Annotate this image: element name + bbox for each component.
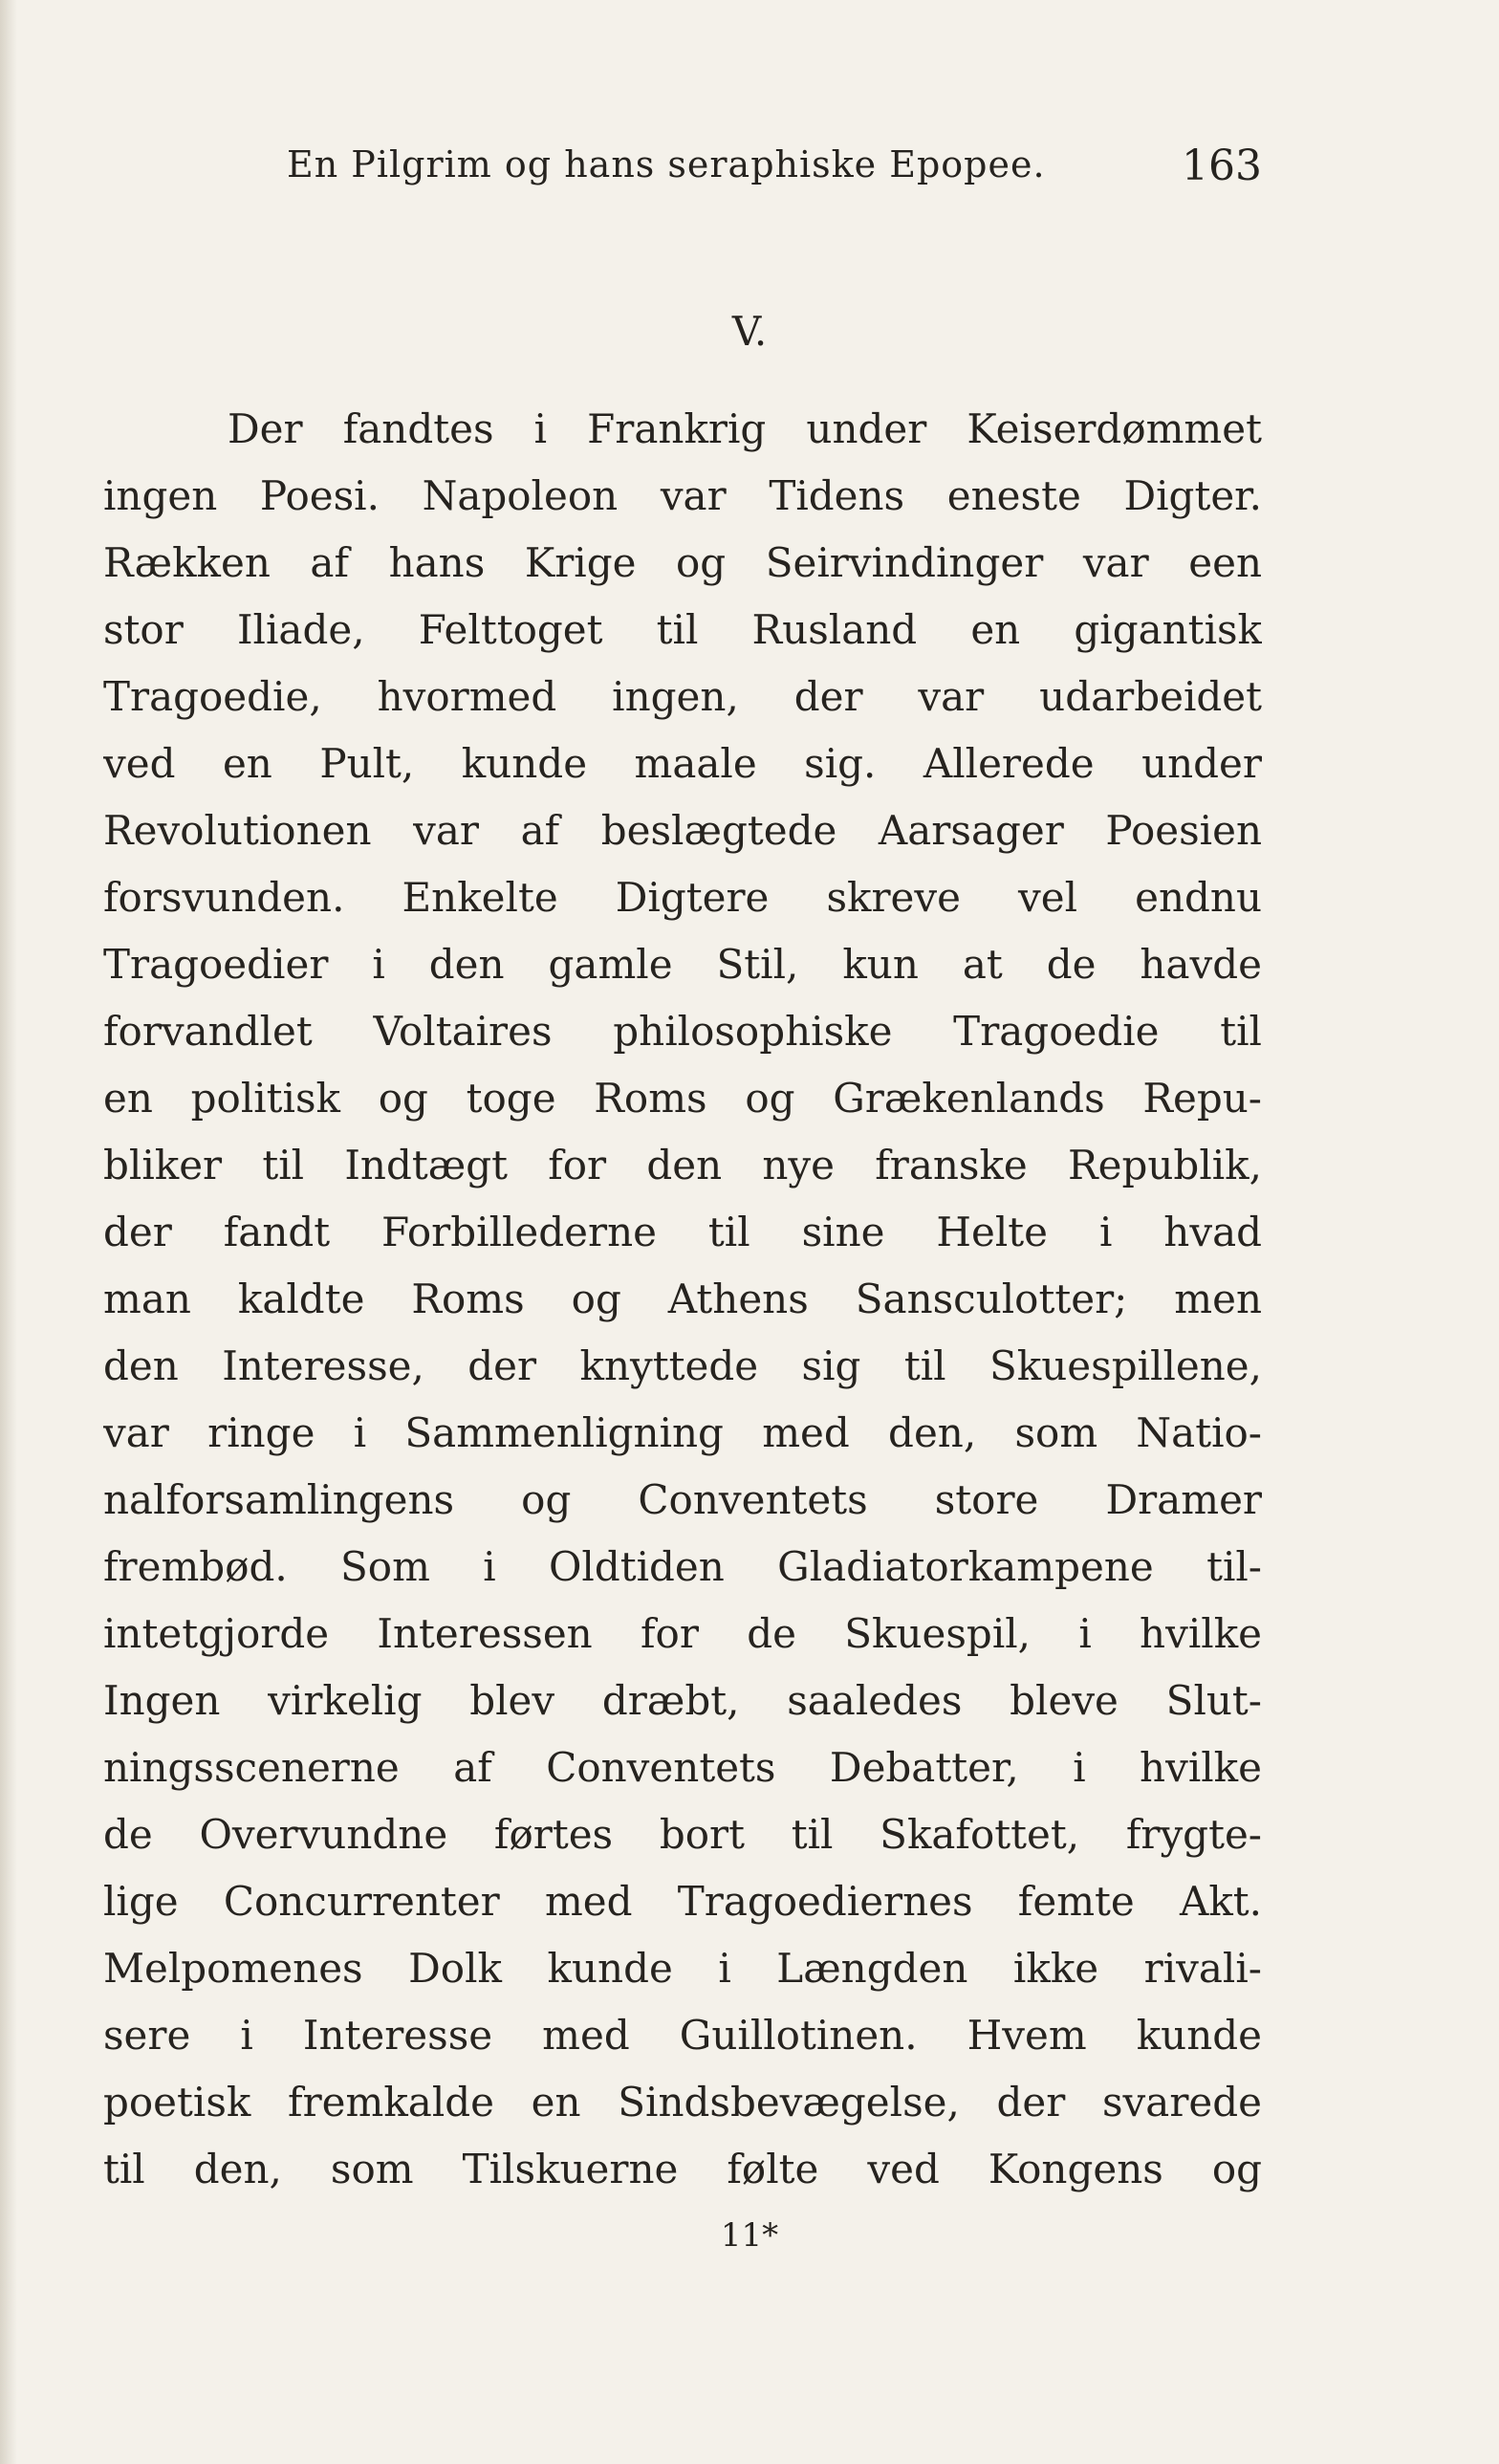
text-line: Tragoedie, hvormed ingen, der var udarbeidet	[103, 673, 1262, 720]
text-line: Revolutionen var af beslægtede Aarsager Poesien	[103, 807, 1262, 854]
running-title: En Pilgrim og hans seraphiske Epopee.	[287, 143, 1046, 185]
section-numeral: V.	[731, 308, 768, 355]
signature-mark: 11*	[720, 2216, 779, 2255]
text-line: Der fandtes i Frankrig under Keiserdømmet	[228, 405, 1262, 452]
page-number: 163	[1182, 142, 1262, 190]
text-line: intetgjorde Interessen for de Skuespil, i hvilke	[103, 1610, 1262, 1657]
text-line: bliker til Indtægt for den nye franske Republik,	[103, 1142, 1262, 1188]
text-line: poetisk fremkalde en Sindsbevægelse, der svarede	[103, 2079, 1262, 2126]
text-line: ingen Poesi. Napoleon var Tidens eneste Digter.	[103, 472, 1262, 519]
text-line: var ringe i Sammenligning med den, som Natio-	[103, 1409, 1262, 1456]
text-line: ningsscenerne af Conventets Debatter, i hvilke	[103, 1744, 1262, 1791]
text-line: frembød. Som i Oldtiden Gladiatorkampene til-	[103, 1543, 1262, 1590]
text-line: de Overvundne førtes bort til Skafottet, frygte-	[103, 1811, 1262, 1858]
text-line: man kaldte Roms og Athens Sansculotter; men	[103, 1276, 1262, 1322]
text-line: Rækken af hans Krige og Seirvindinger var een	[103, 539, 1262, 586]
text-line: den Interesse, der knyttede sig til Skuespillene,	[103, 1342, 1262, 1389]
text-line: Ingen virkelig blev dræbt, saaledes bleve Slut-	[103, 1677, 1262, 1724]
text-line: Tragoedier i den gamle Stil, kun at de havde	[103, 941, 1262, 988]
text-line: til den, som Tilskuerne følte ved Kongens og	[103, 2146, 1262, 2192]
text-line: lige Concurrenter med Tragoediernes femte Akt.	[103, 1878, 1262, 1925]
page-edge-shadow	[0, 0, 17, 2464]
body-paragraph	[103, 396, 1262, 2203]
running-header	[287, 143, 1262, 201]
text-line: ved en Pult, kunde maale sig. Allerede under	[103, 740, 1262, 787]
text-line: nalforsamlingens og Conventets store Dramer	[103, 1476, 1262, 1523]
text-line: forsvunden. Enkelte Digtere skreve vel endnu	[103, 874, 1262, 921]
text-line: der fandt Forbillederne til sine Helte i hvad	[103, 1209, 1262, 1255]
text-line: en politisk og toge Roms og Grækenlands Repu-	[103, 1075, 1262, 1122]
text-line: stor Iliade, Felttoget til Rusland en gigantisk	[103, 606, 1262, 653]
text-line: Melpomenes Dolk kunde i Længden ikke rivali-	[103, 1945, 1262, 1992]
text-line: forvandlet Voltaires philosophiske Tragoedie til	[103, 1008, 1262, 1055]
text-line: sere i Interesse med Guillotinen. Hvem kunde	[103, 2012, 1262, 2059]
